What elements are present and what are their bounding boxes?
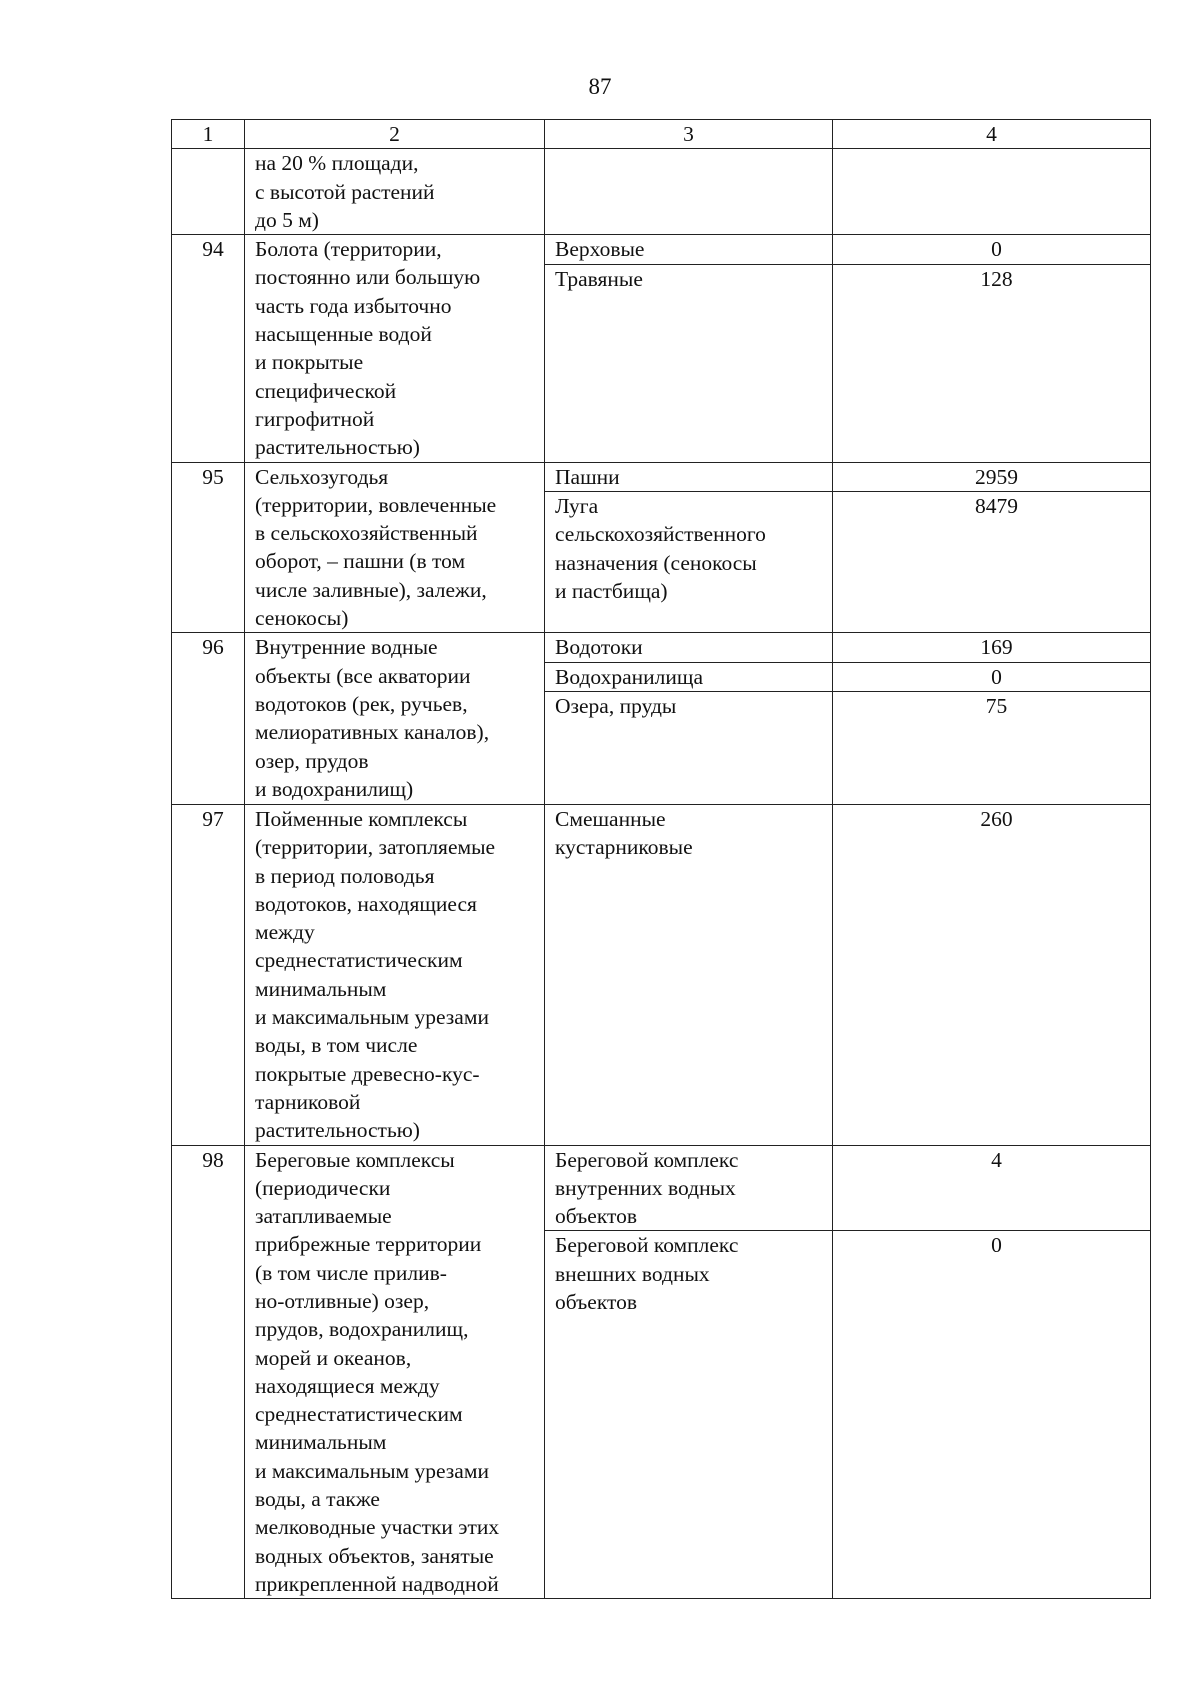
row-value: 128 [833, 264, 1151, 462]
row-value: 0 [833, 235, 1151, 264]
row-value: 75 [833, 691, 1151, 804]
row-number: 98 [172, 1145, 245, 1599]
row-number: 96 [172, 633, 245, 805]
page-number: 87 [588, 74, 612, 99]
row-description: Береговые комплексы (периодически затапливаемые прибрежные территории (в том числе прилив- но-отливные) озер, прудов, водохранилищ, морей и океанов, находящиеся между среднестатистическим минимальным и максимальным урезами воды, а также мелководные участки этих водных объектов, занятые прикрепленной надводной [245, 1145, 545, 1599]
row-value: 260 [833, 804, 1151, 1145]
row-number: 97 [172, 804, 245, 1145]
table-row [172, 804, 1151, 1145]
row-description: Сельхозугодья (территории, вовлеченные в сельскохозяйственный оборот, – пашни (в том числе заливные), залежи, сенокосы) [245, 462, 545, 633]
row-value: 0 [833, 1231, 1151, 1599]
row-type: Водохранилища [545, 662, 833, 691]
row-type: Водотоки [545, 633, 833, 662]
row-type: Верховые [545, 235, 833, 264]
row-value: 2959 [833, 462, 1151, 491]
table-row [172, 633, 1151, 662]
column-header-1: 1 [172, 120, 245, 149]
column-header-2: 2 [245, 120, 545, 149]
row-value [833, 149, 1151, 235]
row-type: Травяные [545, 264, 833, 462]
column-header-3: 3 [545, 120, 833, 149]
row-description: Болота (территории, постоянно или большую часть года избыточно насыщенные водой и покрытые специфической гигрофитной растительностью) [245, 235, 545, 462]
row-value: 0 [833, 662, 1151, 691]
row-value: 169 [833, 633, 1151, 662]
row-type: Пашни [545, 462, 833, 491]
row-type: Береговой комплекс внутренних водных объектов [545, 1145, 833, 1231]
data-table [171, 119, 1151, 1599]
row-number [172, 149, 245, 235]
row-type: Озера, пруды [545, 691, 833, 804]
column-header-4: 4 [833, 120, 1151, 149]
table-row [172, 235, 1151, 264]
row-description: Внутренние водные объекты (все акватории водотоков (рек, ручьев, мелиоративных каналов), озер, прудов и водохранилищ) [245, 633, 545, 805]
header-row [172, 120, 1151, 149]
row-number: 95 [172, 462, 245, 633]
row-type: Смешанные кустарниковые [545, 804, 833, 1145]
row-value: 4 [833, 1145, 1151, 1231]
row-value: 8479 [833, 491, 1151, 632]
row-number: 94 [172, 235, 245, 462]
table-row [172, 462, 1151, 491]
row-type: Береговой комплекс внешних водных объектов [545, 1231, 833, 1599]
table-row-continuation [172, 149, 1151, 235]
row-description: на 20 % площади, с высотой растений до 5 м) [245, 149, 545, 235]
table-row [172, 1145, 1151, 1231]
row-type: Луга сельскохозяйственного назначения (сенокосы и пастбища) [545, 491, 833, 632]
row-description: Пойменные комплексы (территории, затопляемые в период половодья водотоков, находящиеся между среднестатистическим минимальным и максимальным урезами воды, в том числе покрытые древесно-кус- тарниковой растительностью) [245, 804, 545, 1145]
row-type [545, 149, 833, 235]
